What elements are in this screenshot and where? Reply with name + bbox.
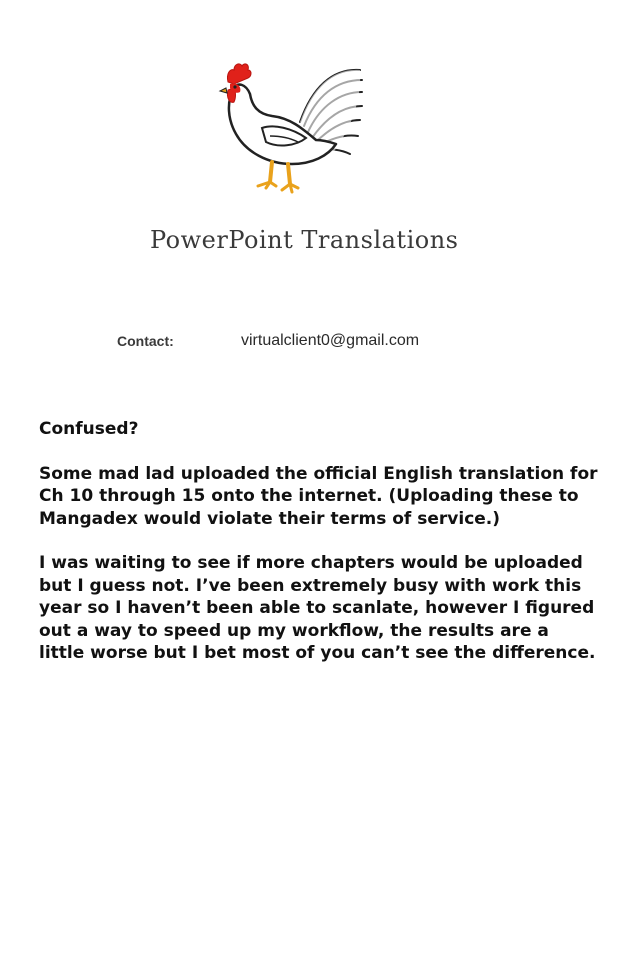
rooster-icon [212, 58, 368, 198]
message-heading: Confused? [39, 419, 139, 439]
message-paragraph: I was waiting to see if more chapters would be uploaded but I guess not. I’ve been extremely busy with work this year so I haven’t been able to scanlate, however I figured out a way to speed up my workflow, the results are a little worse but I bet most of you can’t see the difference. [39, 553, 596, 663]
contact-label: Contact: [117, 333, 174, 349]
contact-email[interactable]: virtualclient0@gmail.com [241, 332, 420, 349]
brand-name: PowerPoint Translations [150, 226, 459, 254]
message-body [39, 418, 599, 665]
message-paragraph: Some mad lad uploaded the official English translation for Ch 10 through 15 onto the internet. (Uploading these to Mangadex would violate their terms of service.) [39, 463, 598, 529]
